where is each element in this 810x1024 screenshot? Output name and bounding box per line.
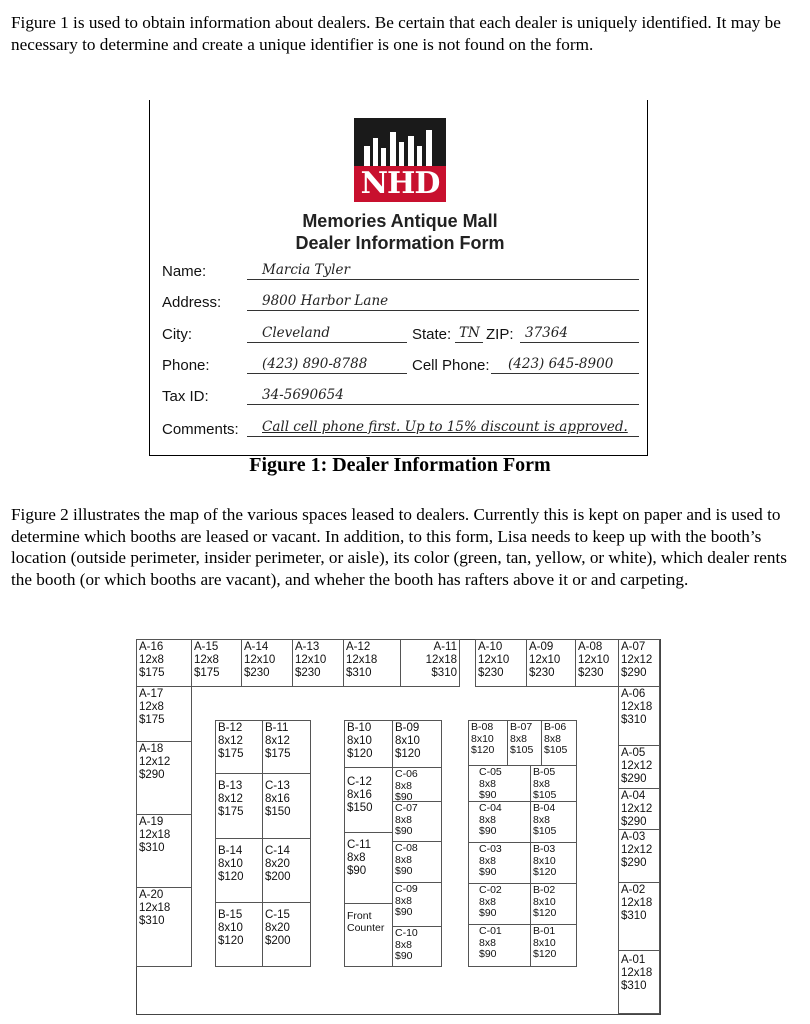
booth-a12: A-12 12x18 $310 (343, 639, 401, 687)
booth-c01: C-01 8x8 $90 (468, 924, 531, 967)
booth-b06: B-06 8x8 $105 (541, 720, 577, 766)
booth-c11: C-11 8x8 $90 (344, 832, 393, 904)
phone-label: Phone: (162, 357, 210, 374)
booth-b11: B-11 8x12 $175 (262, 720, 311, 774)
booth-b09: B-09 8x10 $120 (392, 720, 442, 768)
logo-wordmark: NHD (360, 166, 440, 201)
booth-b02: B-02 8x10 $120 (530, 883, 577, 925)
booth-c15: C-15 8x20 $200 (262, 902, 311, 967)
booth-b07: B-07 8x8 $105 (507, 720, 542, 766)
booth-c02: C-02 8x8 $90 (468, 883, 531, 925)
tax-id-line (247, 404, 639, 405)
booth-c14: C-14 8x20 $200 (262, 838, 311, 903)
booth-c12: C-12 8x16 $150 (344, 767, 393, 833)
booth-b04: B-04 8x8 $105 (530, 801, 577, 843)
phone-line (247, 373, 407, 374)
booth-a09: A-09 12x10 $230 (526, 639, 576, 687)
front-counter: Front Counter (344, 903, 393, 967)
phone-value: (423) 890-8788 (262, 356, 368, 372)
tax-id-label: Tax ID: (162, 388, 209, 405)
cell-phone-value: (423) 645-8900 (508, 356, 614, 372)
booth-a15: A-15 12x8 $175 (191, 639, 242, 687)
booth-b08: B-08 8x10 $120 (468, 720, 508, 766)
booth-a17: A-17 12x8 $175 (136, 686, 192, 742)
booth-a11: A-11 12x18 $310 (400, 639, 460, 687)
booth-c04: C-04 8x8 $90 (468, 801, 531, 843)
city-line (247, 342, 407, 343)
booth-b12: B-12 8x12 $175 (215, 720, 263, 774)
booth-a18: A-18 12x12 $290 (136, 741, 192, 815)
state-value: TN (459, 325, 480, 341)
booth-b03: B-03 8x10 $120 (530, 842, 577, 884)
booth-b10: B-10 8x10 $120 (344, 720, 393, 768)
address-value: 9800 Harbor Lane (262, 293, 389, 309)
booth-a02: A-02 12x18 $310 (618, 882, 660, 951)
state-line (455, 342, 483, 343)
form-title-line1: Memories Antique Mall (302, 211, 498, 231)
form-title-line2: Dealer Information Form (295, 233, 505, 253)
booth-b13: B-13 8x12 $175 (215, 773, 263, 839)
address-label: Address: (162, 294, 222, 311)
booth-a05: A-05 12x12 $290 (618, 745, 660, 789)
booth-c13: C-13 8x16 $150 (262, 773, 311, 839)
booth-a16: A-16 12x8 $175 (136, 639, 192, 687)
booth-b15: B-15 8x10 $120 (215, 902, 263, 967)
booth-b01: B-01 8x10 $120 (530, 924, 577, 967)
booth-c08: C-08 8x8 $90 (392, 841, 442, 883)
booth-b14: B-14 8x10 $120 (215, 838, 263, 903)
booth-a14: A-14 12x10 $230 (241, 639, 293, 687)
intro-paragraph-2: Figure 2 illustrates the map of the various spaces leased to dealers. Currently this is kept on paper and is used to determine which booths are leased or vacant. In addition, to this form, Lisa needs to keep up with the booth’s location (outside perimeter, insider perimeter, or aisle), its color (green, tan, yellow, or white), which dealer rents the booth (or which booths are vacant), and wheher the booth has rafters above it or and carpeting. (11, 505, 787, 589)
zip-line (520, 342, 639, 343)
booth-a04: A-04 12x12 $290 (618, 788, 660, 830)
figure-1-caption: Figure 1: Dealer Information Form (249, 454, 551, 476)
intro-paragraph-1: Figure 1 is used to obtain information about dealers. Be certain that each dealer is uniquely identified. It may be necessary to determine and create a unique identifier is one is not found on the form. (11, 13, 781, 54)
name-label: Name: (162, 263, 207, 280)
booth-c06: C-06 8x8 $90 (392, 767, 442, 802)
booth-a10: A-10 12x10 $230 (475, 639, 527, 687)
address-line (247, 310, 639, 311)
booth-a19: A-19 12x18 $310 (136, 814, 192, 888)
city-value: Cleveland (262, 325, 330, 341)
booth-a07: A-07 12x12 $290 (618, 639, 660, 687)
zip-label: ZIP: (486, 326, 514, 343)
name-value: Marcia Tyler (262, 262, 350, 278)
state-label: State: (412, 326, 452, 343)
tax-id-value: 34-5690654 (262, 387, 344, 403)
booth-c07: C-07 8x8 $90 (392, 801, 442, 842)
booth-a20: A-20 12x18 $310 (136, 887, 192, 967)
booth-c05: C-05 8x8 $90 (468, 765, 531, 802)
booth-a06: A-06 12x18 $310 (618, 686, 660, 746)
comments-line (247, 436, 639, 437)
booth-a08: A-08 12x10 $230 (575, 639, 619, 687)
zip-value: 37364 (525, 325, 568, 341)
cell-phone-line (491, 373, 639, 374)
cell-phone-label: Cell Phone: (412, 357, 490, 374)
booth-c09: C-09 8x8 $90 (392, 882, 442, 927)
city-label: City: (162, 326, 192, 343)
booth-a01: A-01 12x18 $310 (618, 950, 660, 1014)
booth-a13: A-13 12x10 $230 (292, 639, 344, 687)
comments-label: Comments: (162, 421, 239, 438)
booth-b05: B-05 8x8 $105 (530, 765, 577, 802)
comments-value: Call cell phone first. Up to 15% discount is approved. (262, 419, 628, 435)
booth-c03: C-03 8x8 $90 (468, 842, 531, 884)
booth-a03: A-03 12x12 $290 (618, 829, 660, 883)
booth-c10: C-10 8x8 $90 (392, 926, 442, 967)
name-line (247, 279, 639, 280)
